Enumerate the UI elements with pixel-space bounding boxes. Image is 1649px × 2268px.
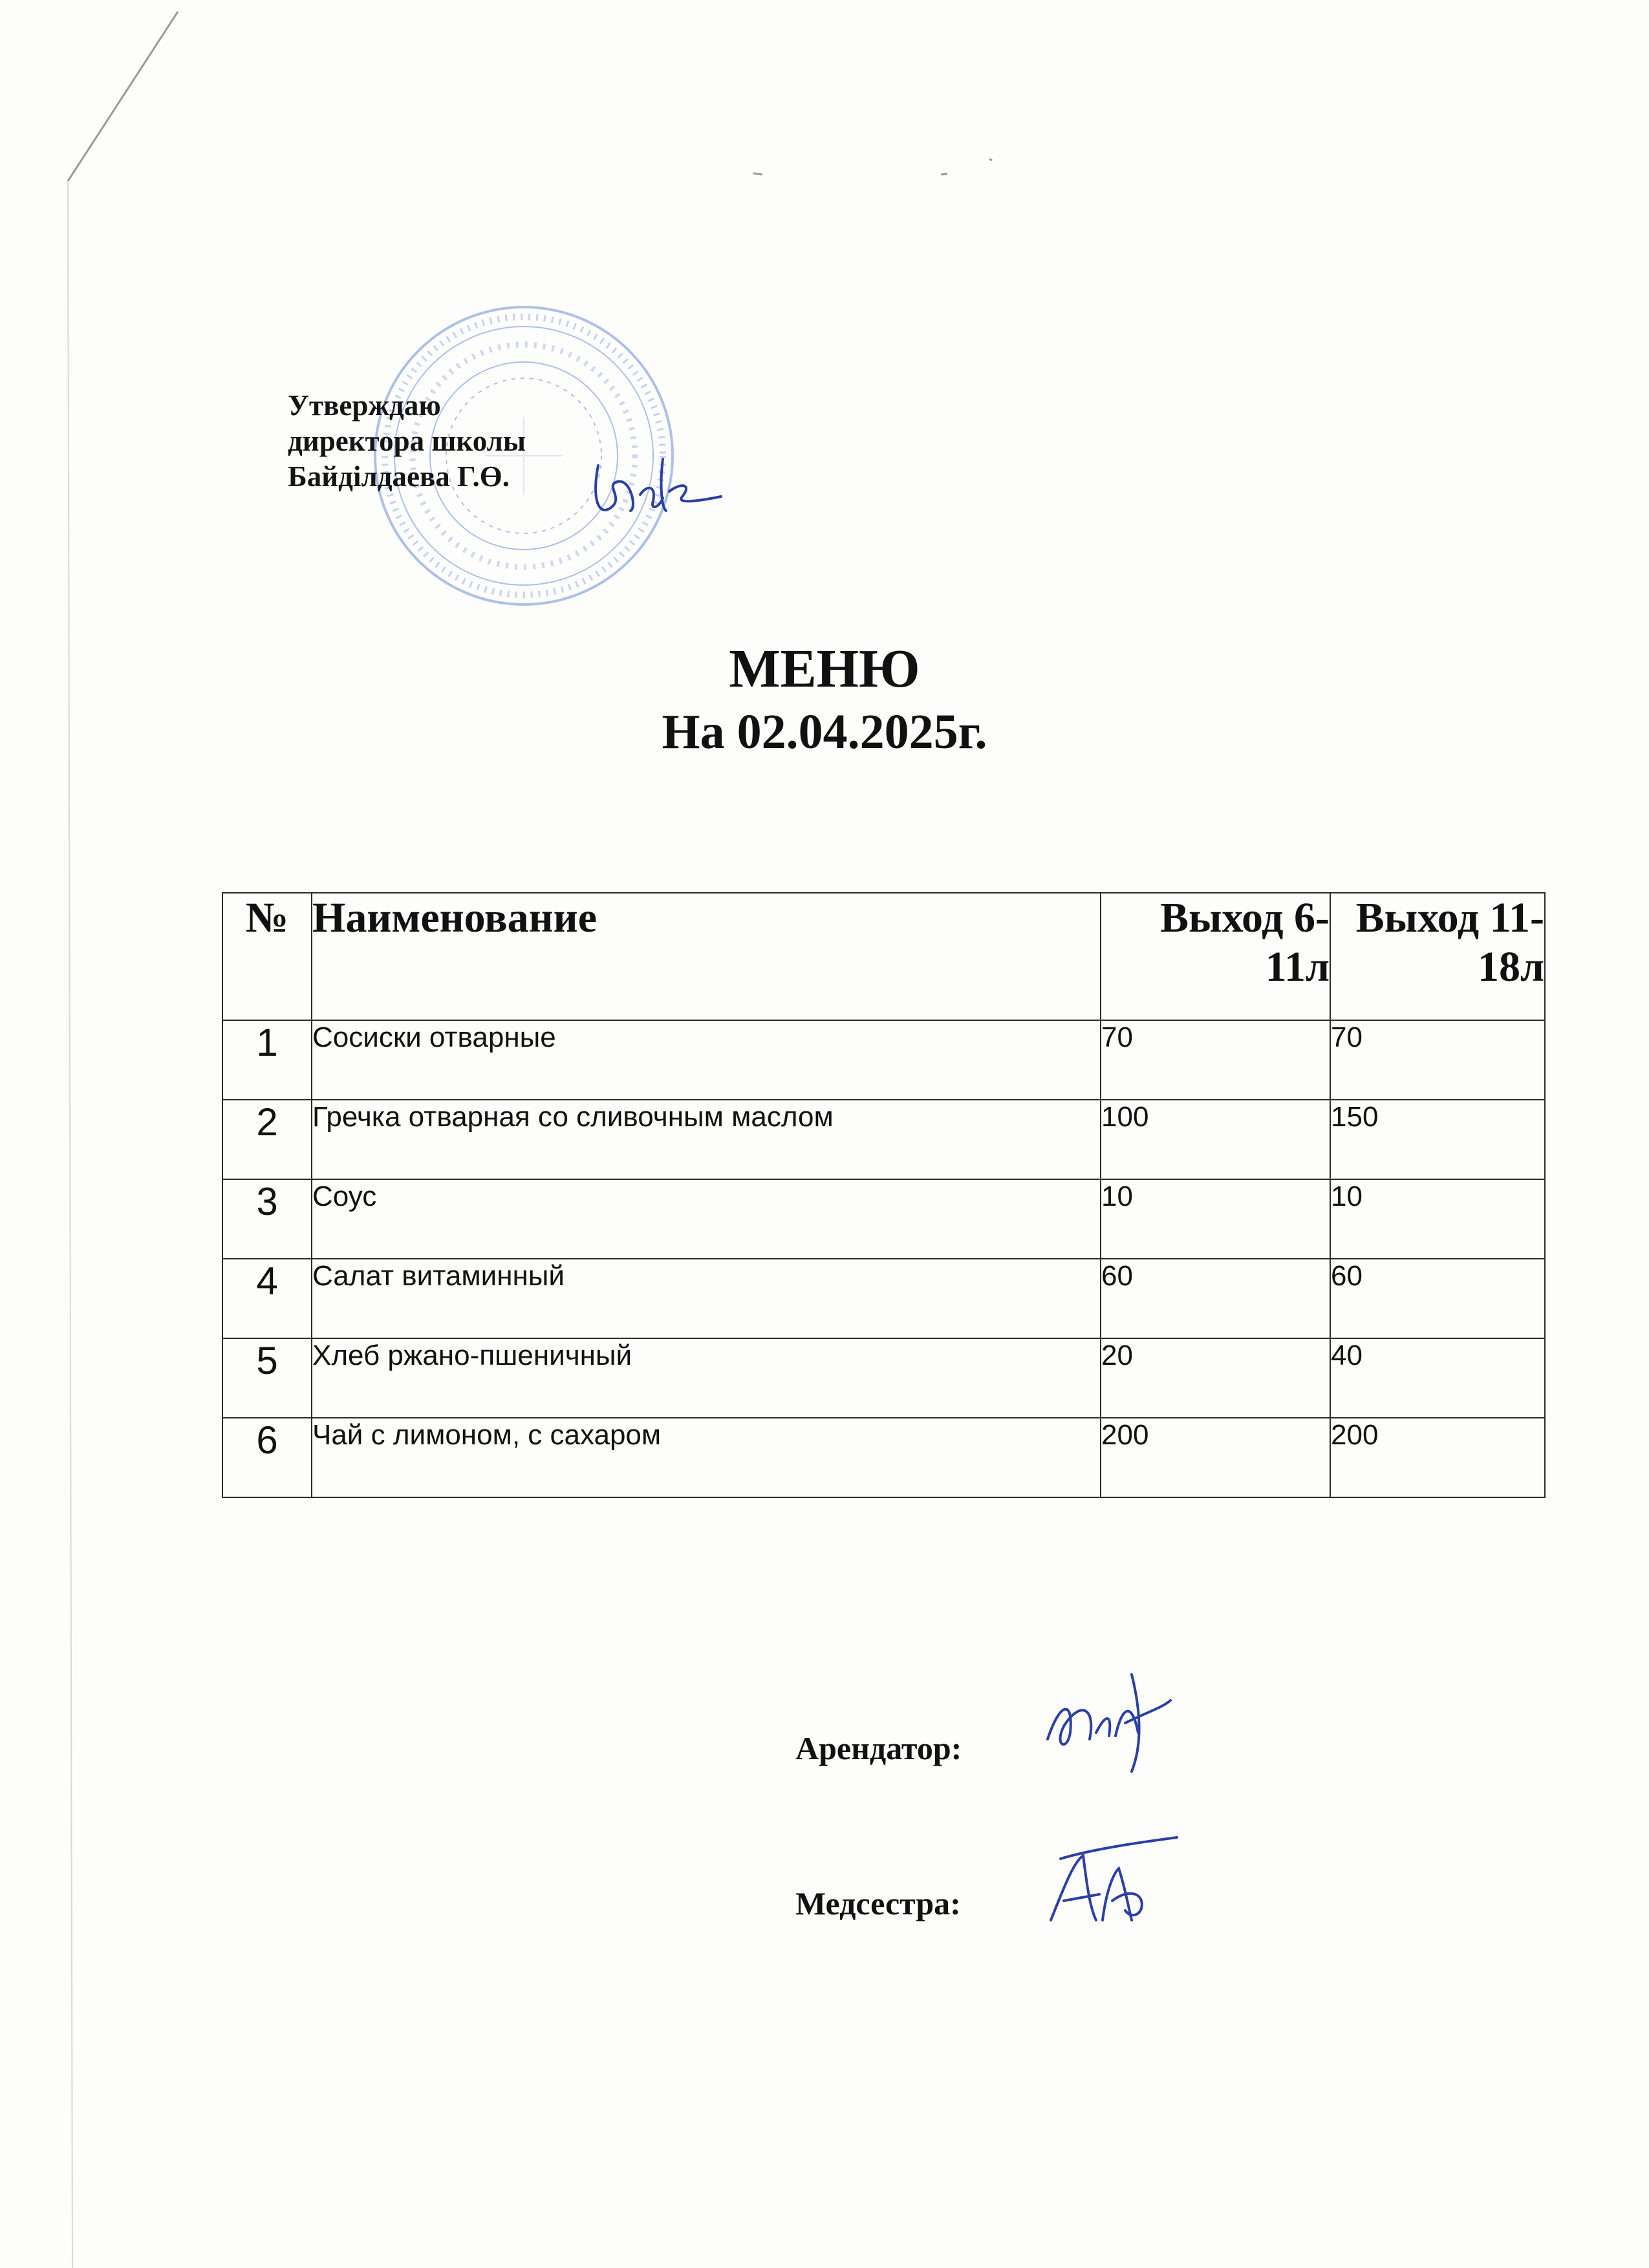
row-number: 6 <box>222 1418 312 1497</box>
header-output-6-11: Выход 6-11л <box>1101 893 1330 1020</box>
output-11-18: 200 <box>1330 1418 1545 1497</box>
dish-name: Хлеб ржано-пшеничный <box>312 1338 1101 1418</box>
row-number: 2 <box>222 1100 312 1179</box>
row-number: 3 <box>222 1179 312 1259</box>
nurse-label: Медсестра: <box>795 1885 961 1921</box>
director-signature <box>585 446 727 530</box>
tenant-label: Арендатор: <box>795 1730 962 1766</box>
output-6-11: 70 <box>1101 1020 1330 1100</box>
dish-name: Салат витаминный <box>312 1259 1101 1338</box>
output-11-18: 60 <box>1330 1259 1545 1338</box>
approval-block <box>288 388 526 495</box>
dish-name: Чай с лимоном, с сахаром <box>312 1418 1101 1497</box>
approval-line-approve: Утверждаю <box>288 389 441 422</box>
tenant-signature <box>1035 1662 1183 1778</box>
table-row <box>222 1259 1545 1338</box>
menu-date: На 02.04.2025г. <box>662 705 987 759</box>
header-name: Наименование <box>312 893 1101 1020</box>
table-row <box>222 1179 1545 1259</box>
header-number: № <box>222 893 312 1020</box>
nurse-signature <box>1035 1830 1183 1940</box>
table-header-row <box>222 893 1545 1020</box>
dish-name: Сосиски отварные <box>312 1020 1101 1100</box>
dish-name: Гречка отварная со сливочным маслом <box>312 1100 1101 1179</box>
approval-line-name: Байділдаева Г.Ө. <box>288 460 510 493</box>
row-number: 5 <box>222 1338 312 1418</box>
output-6-11: 10 <box>1101 1179 1330 1259</box>
output-11-18: 40 <box>1330 1338 1545 1418</box>
table-row <box>222 1418 1545 1497</box>
menu-table <box>222 892 1546 1498</box>
output-11-18: 150 <box>1330 1100 1545 1179</box>
header-output-11-18: Выход 11-18л <box>1330 893 1545 1020</box>
page-title: МЕНЮ <box>729 639 920 699</box>
output-6-11: 100 <box>1101 1100 1330 1179</box>
output-6-11: 200 <box>1101 1418 1330 1497</box>
output-6-11: 60 <box>1101 1259 1330 1338</box>
approval-line-position: директора школы <box>288 425 526 457</box>
row-number: 1 <box>222 1020 312 1100</box>
table-row <box>222 1100 1545 1179</box>
output-11-18: 70 <box>1330 1020 1545 1100</box>
output-6-11: 20 <box>1101 1338 1330 1418</box>
table-row <box>222 1020 1545 1100</box>
row-number: 4 <box>222 1259 312 1338</box>
dish-name: Соус <box>312 1179 1101 1259</box>
output-11-18: 10 <box>1330 1179 1545 1259</box>
table-row <box>222 1338 1545 1418</box>
